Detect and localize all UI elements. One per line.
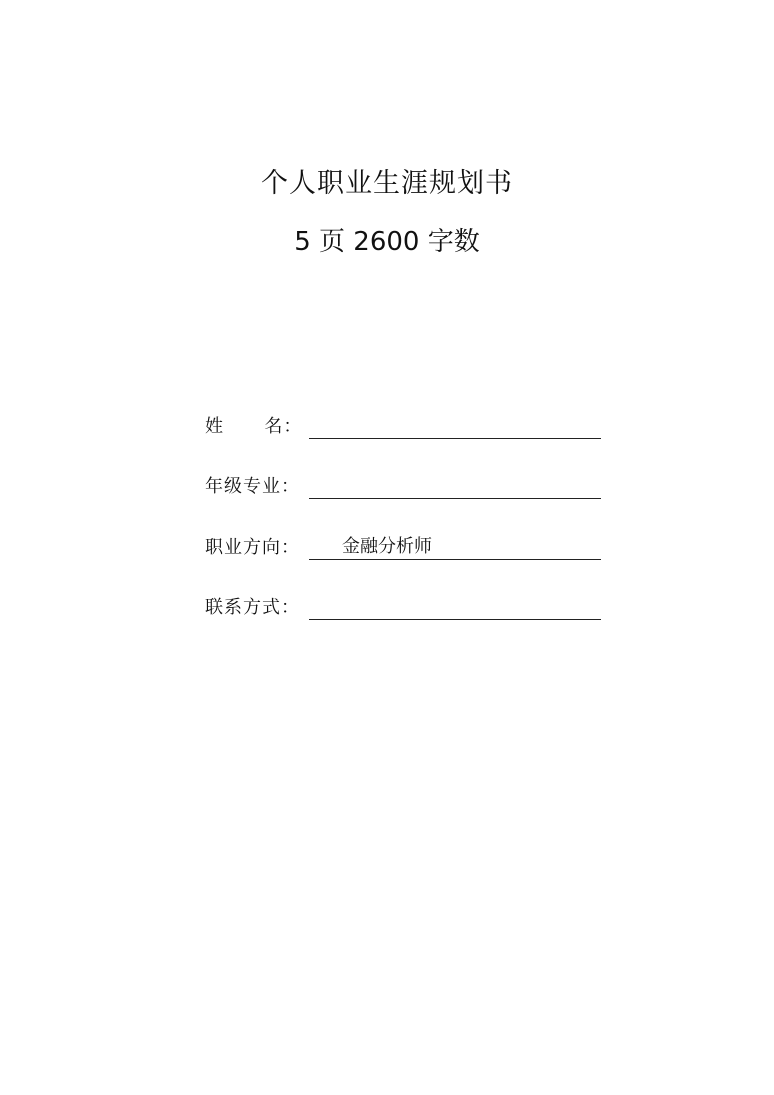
page-subtitle: 5 页 2600 字数 <box>294 227 480 257</box>
name-field[interactable] <box>309 412 601 439</box>
career-direction-value: 金融分析师 <box>342 536 432 557</box>
grade-major-field[interactable] <box>309 472 601 499</box>
contact-field[interactable] <box>309 593 601 620</box>
career-direction-row <box>205 533 601 563</box>
career-direction-label: 职业方向： <box>205 537 300 558</box>
page-title: 个人职业生涯规划书 <box>261 168 513 199</box>
contact-row <box>205 593 601 623</box>
grade-major-label: 年级专业： <box>205 476 300 497</box>
contact-label: 联系方式： <box>205 597 300 618</box>
name-label: 姓 名： <box>205 416 303 437</box>
grade-major-row <box>205 472 601 502</box>
name-row <box>205 412 601 442</box>
career-direction-field[interactable] <box>309 533 601 560</box>
